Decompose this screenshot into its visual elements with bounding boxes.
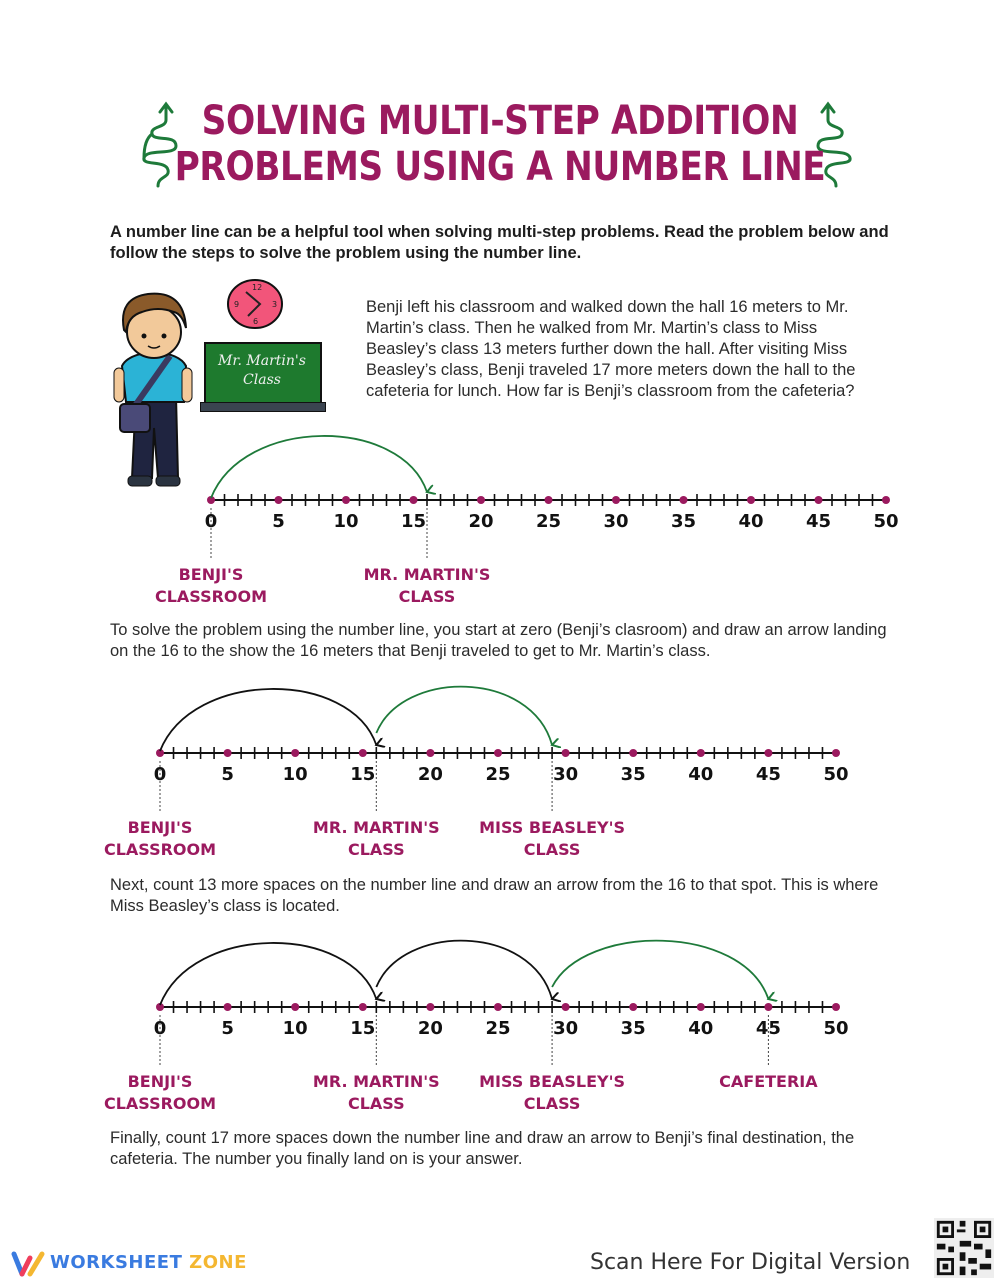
worksheetzone-logo-icon <box>10 1250 46 1278</box>
tick-label: 25 <box>485 1018 511 1039</box>
tick-label: 5 <box>221 764 234 785</box>
location-label: CLASS <box>523 1094 581 1113</box>
clock-icon <box>226 278 284 330</box>
tick-dot <box>612 496 620 504</box>
tick-label: 50 <box>823 1018 849 1039</box>
tick-dot <box>882 496 890 504</box>
tick-dot <box>545 496 553 504</box>
page-title <box>70 98 930 190</box>
jump-arrow <box>160 943 376 1005</box>
tick-label: 45 <box>805 511 832 532</box>
location-label: CLASS <box>347 1094 405 1113</box>
tick-dot <box>832 749 840 757</box>
tick-dot <box>629 1003 637 1011</box>
chalkboard-line-1: Mr. Martin's <box>218 353 306 369</box>
intro-text: A number line can be a helpful tool when solving multi-step problems. Read the problem below and follow the steps to solve the problem using the number line. <box>110 223 889 262</box>
tick-dot <box>359 749 367 757</box>
tick-dot <box>426 749 434 757</box>
tick-label: 40 <box>688 764 714 785</box>
tick-dot <box>832 1003 840 1011</box>
tick-dot <box>680 496 688 504</box>
tick-dot <box>494 1003 502 1011</box>
tick-label: 5 <box>221 1018 234 1039</box>
location-label: CLASSROOM <box>154 587 268 606</box>
tick-label: 35 <box>620 764 646 785</box>
brand-part-1: WORKSHEET <box>50 1252 183 1273</box>
step-1-text: To solve the problem using the number line, you start at zero (Benji’s clasroom) and draw an arrow landing on the 16 to the show the 16 meters that Benji traveled to get to Mr. Martin’s class. <box>110 621 887 660</box>
brand-name <box>50 1252 247 1273</box>
tick-label: 35 <box>670 511 697 532</box>
tick-label: 5 <box>272 511 285 532</box>
tick-dot <box>291 749 299 757</box>
tick-label: 10 <box>282 1018 308 1039</box>
jump-arrow <box>376 941 552 999</box>
tick-dot <box>697 749 705 757</box>
step-2-text: Next, count 13 more spaces on the number line and draw an arrow from the 16 to that spot. This is where Miss Beasley’s class is located. <box>110 876 879 915</box>
tick-label: 15 <box>350 1018 376 1039</box>
location-label: BENJI'S <box>127 1072 193 1091</box>
location-label: CLASS <box>398 587 456 606</box>
tick-label: 25 <box>485 764 511 785</box>
title-line-1: SOLVING MULTI-STEP ADDITION <box>201 98 799 144</box>
tick-label: 40 <box>738 511 764 532</box>
problem-text: Benji left his classroom and walked down the hall 16 meters to Mr. Martin’s class. Then he walked from Mr. Martin’s class to Miss Beasley’s class 13 meters further down the hall. After visiting Miss Beasley’s class, Benji traveled 17 more meters down the hall to the cafeteria for lunch. How far is Benji’s classroom from the cafeteria? <box>366 298 856 400</box>
tick-dot <box>224 749 232 757</box>
tick-dot <box>359 1003 367 1011</box>
svg-text:6: 6 <box>253 317 259 326</box>
title-line-2: PROBLEMS USING A NUMBER LINE <box>174 144 826 190</box>
tick-label: 0 <box>153 1018 167 1039</box>
tick-dot <box>275 496 283 504</box>
tick-dot <box>629 749 637 757</box>
tick-label: 0 <box>204 511 218 532</box>
tick-label: 40 <box>688 1018 714 1039</box>
scan-text: Scan Here For Digital Version <box>590 1250 911 1275</box>
brand-part-2: ZONE <box>189 1252 247 1273</box>
location-label: CLASSROOM <box>103 1094 217 1113</box>
location-label: CLASS <box>347 840 405 859</box>
number-line-2 <box>0 672 1000 872</box>
tick-label: 35 <box>620 1018 646 1039</box>
tick-label: 50 <box>823 764 849 785</box>
location-label: MR. MARTIN'S <box>312 1072 440 1091</box>
jump-arrow <box>376 687 552 745</box>
tick-dot <box>342 496 350 504</box>
tick-label: 10 <box>333 511 359 532</box>
tick-label: 0 <box>153 764 167 785</box>
tick-label: 30 <box>553 1018 579 1039</box>
jump-arrow <box>211 436 427 498</box>
chalkboard <box>200 342 326 412</box>
tick-label: 30 <box>553 764 579 785</box>
location-label: BENJI'S <box>178 565 244 584</box>
location-label: MR. MARTIN'S <box>312 818 440 837</box>
tick-dot <box>291 1003 299 1011</box>
tick-dot <box>764 749 772 757</box>
tick-dot <box>562 1003 570 1011</box>
jump-arrow <box>552 941 768 999</box>
tick-label: 45 <box>755 764 781 785</box>
tick-dot <box>477 496 485 504</box>
step-3-text: Finally, count 17 more spaces down the number line and draw an arrow to Benji’s final destination, the cafeteria. The number you finally land on is your answer. <box>110 1129 855 1168</box>
tick-dot <box>764 1003 772 1011</box>
number-line-1 <box>0 420 1000 620</box>
location-label: MR. MARTIN'S <box>363 565 491 584</box>
location-label: MISS BEASLEY'S <box>479 1072 626 1091</box>
tick-dot <box>815 496 823 504</box>
tick-label: 50 <box>873 511 899 532</box>
tick-label: 15 <box>350 764 376 785</box>
tick-label: 10 <box>282 764 308 785</box>
location-label: MISS BEASLEY'S <box>479 818 626 837</box>
location-label: CLASS <box>523 840 581 859</box>
location-label: BENJI'S <box>127 818 193 837</box>
tick-label: 45 <box>755 1018 781 1039</box>
tick-dot <box>224 1003 232 1011</box>
location-label: CLASSROOM <box>103 840 217 859</box>
tick-dot <box>562 749 570 757</box>
tick-dot <box>426 1003 434 1011</box>
tick-dot <box>494 749 502 757</box>
tick-dot <box>697 1003 705 1011</box>
svg-text:12: 12 <box>252 283 263 292</box>
tick-dot <box>747 496 755 504</box>
tick-label: 20 <box>468 511 494 532</box>
tick-label: 30 <box>603 511 629 532</box>
location-label: CAFETERIA <box>719 1072 818 1091</box>
svg-text:3: 3 <box>272 300 278 309</box>
number-line-3 <box>0 926 1000 1126</box>
chalkboard-line-2: Class <box>243 372 281 388</box>
qr-code-icon[interactable] <box>934 1218 994 1278</box>
svg-text:9: 9 <box>234 300 240 309</box>
tick-label: 15 <box>400 511 427 532</box>
tick-label: 20 <box>417 764 443 785</box>
tick-label: 20 <box>417 1018 443 1039</box>
tick-dot <box>410 496 418 504</box>
tick-label: 25 <box>535 511 562 532</box>
jump-arrow <box>160 689 376 751</box>
